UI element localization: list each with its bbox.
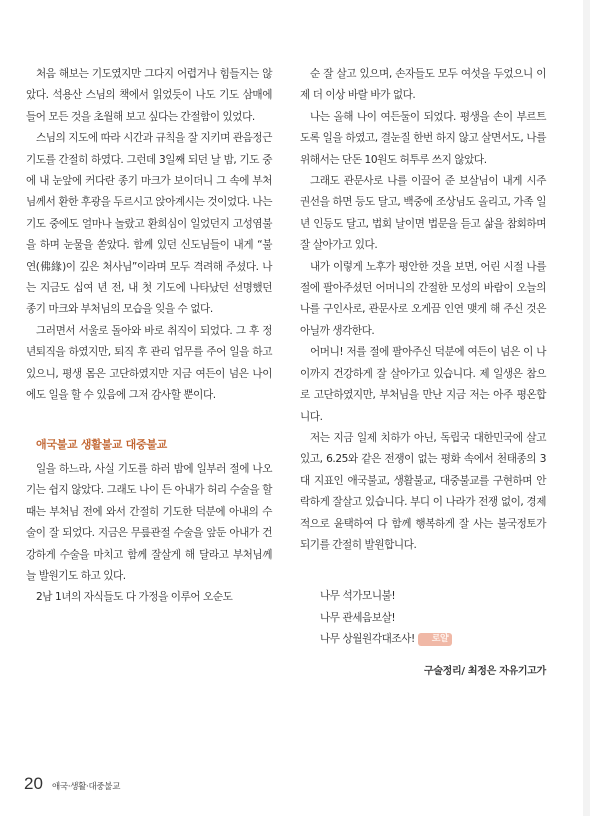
magazine-name: 애국·생활·대중불교 [52,782,121,792]
left-column [26,64,272,609]
body-paragraph: 일을 하느라, 사실 기도를 하러 밤에 일부러 절에 나오기는 쉽지 않았다. 그래도 나이 든 아내가 허리 수술을 할 때는 부처님 전에 와서 간절히 기도한 덕분에 아내의 수술이 잘 되었다. 지금은 무릎관절 수술을 앞둔 아내가 건강하게 수술을 마치고 함께 잘살게 해 달라고 부처님께 늘 발원기도 하고 있다. [26,462,272,582]
body-paragraph: 저는 지금 일제 치하가 아닌, 독립국 대한민국에 살고 있고, 6.25와 같은 전쟁이 없는 평화 속에서 천태종의 3대 지표인 애국불교, 생활불교, 대중불교를 구현하며 안락하게 잘살고 있습니다. 부디 이 나라가 전쟁 없이, 경제적으로 윤택하여 다 함께 행복하게 잘 사는 불국정토가 되기를 간절히 발원합니다. [300,431,546,551]
right-column [300,64,546,682]
body-paragraph: 처음 해보는 기도였지만 그다지 어렵거나 힘들지는 않았다. 석용산 스님의 책에서 읽었듯이 나도 기도 삼매에 들어 모든 것을 초월해 보고 싶다는 간절함이 있었다. [26,68,272,123]
chant-line-text: 나무 상월원각대조사! [320,633,415,646]
body-paragraph: 스님의 지도에 따라 시간과 규칙을 잘 지키며 관음정근 기도를 간절히 하였다. 그런데 3일째 되던 날 밤, 기도 중에 내 눈앞에 커다란 종기 마크가 보이더니 그 속에 부처님께서 환한 후광을 두르시고 앉아계시는 것이었다. 나는 기도 중에도 얼마나 놀랐고 환희심이 일었던지 고성염불을 하며 눈물을 쏟았다. 함께 있던 신도님들이 내게 “불연(佛緣)이 깊은 처사님”이라며 모두 격려해 주셨다. 나는 지금도 십여 년 전, 내 첫 기도에 나타났던 선명했던 종기 마크와 부처님의 모습을 잊을 수 없다. [26,132,272,316]
body-paragraph: 그러면서 서울로 돌아와 바로 취직이 되었다. 그 후 정년퇴직을 하였지만, 퇴직 후 관리 업무를 주어 일을 하고 있으니, 평생 몸은 고단하였지만 지금 여든이 넘은 나이에도 일을 할 수 있음에 그저 감사할 뿐이다. [26,324,272,402]
chant-line [300,629,546,650]
body-paragraph: 나는 올해 나이 여든둘이 되었다. 평생을 손이 부르트도록 일을 하였고, 결눈질 한번 하지 않고 살면서도, 나를 위해서는 단돈 10원도 허투루 쓰지 않았다. [300,110,546,166]
body-paragraph: 2남 1녀의 자식들도 다 가정을 이루어 오순도 [36,591,233,604]
author-credit: 구술정리/ 최정은 자유기고가 [423,665,546,677]
end-logo-icon: 로얄 [418,633,453,646]
section-heading: 애국불교 생활불교 대중불교 [36,437,167,451]
chant-line: 나무 석가모니불! [320,590,396,603]
page-number: 20 [24,774,43,793]
body-paragraph: 순 잘 살고 있으며, 손자들도 모두 여섯을 두었으니 이제 더 이상 바랄 바가 없다. [300,68,546,102]
page-footer [24,774,120,794]
page-edge [583,0,590,816]
body-paragraph: 그래도 관문사로 나를 이끌어 준 보살님이 내게 시주 권선을 하면 등도 달고, 백중에 조상님도 올리고, 가족 일 년 인등도 달고, 법회 날이면 법문을 듣고 삶을 참회하며 잘 살아가고 있다. [300,175,546,252]
chant-block [300,586,546,650]
body-paragraph: 내가 이렇게 노후가 평안한 것을 보면, 어린 시절 나를 절에 팔아주셨던 어머니의 간절한 모성의 바람이 오늘의 나를 구인사로, 관문사로 오게끔 인연 맺게 해 주신 것은 아닐까 생각한다. [300,260,546,337]
chant-line: 나무 관세음보살! [320,611,396,624]
body-paragraph: 어머니! 저를 절에 팔아주신 덕분에 여든이 넘은 이 나이까지 건강하게 잘 살아가고 있습니다. 제 일생은 참으로 고단하였지만, 부처님을 만난 지금 저는 아주 평온합니다. [300,346,546,423]
